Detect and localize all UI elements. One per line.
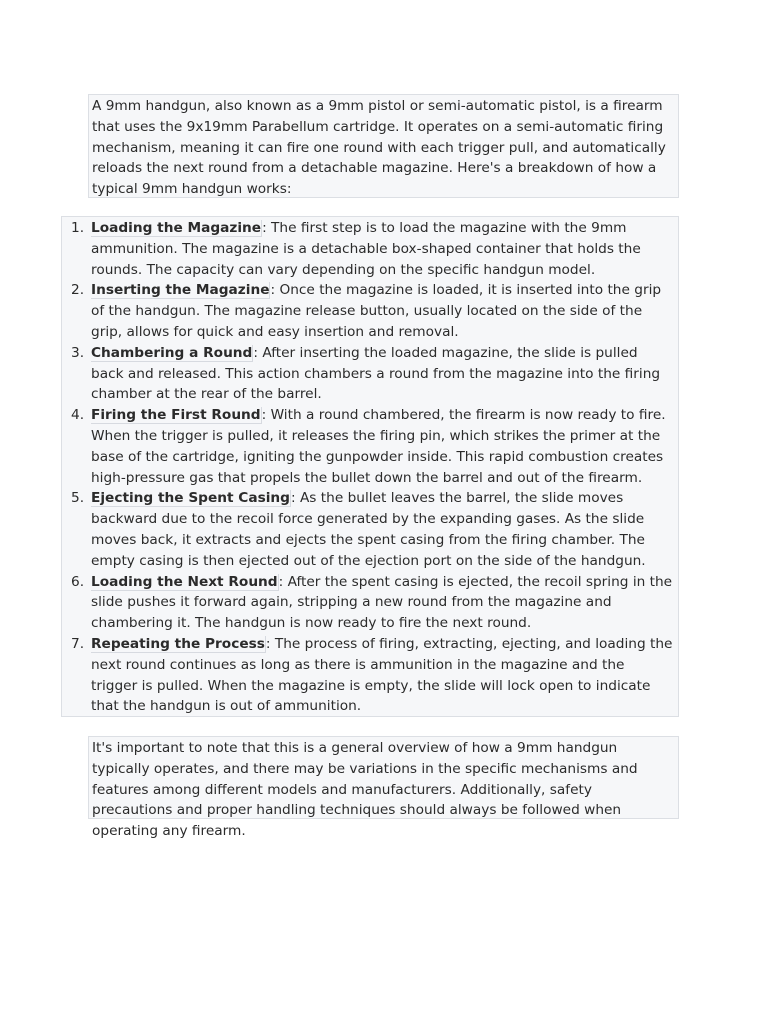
steps-list (62, 218, 674, 717)
list-item-number: 1. (71, 220, 85, 236)
list-item-text: : The process of firing, extracting, ejecting, and loading the next round continues as long as there is ammunition in the magazine and the trigger is pulled. When the magazine is empty, the slide will lock open to indicate that the handgun is out of ammunition. (91, 635, 673, 715)
list-item-text: : With a round chambered, the firearm is now ready to fire. When the trigger is pulled, it releases the firing pin, which strikes the primer at the base of the cartridge, igniting the gunpowder inside. This rapid combustion creates high-pressure gas that propels the bullet down the barrel and out of the firearm. (91, 407, 666, 486)
list-item-term: Firing the First Round (91, 407, 261, 424)
intro-paragraph-block (88, 94, 679, 198)
list-item (62, 218, 674, 280)
list-item (62, 634, 674, 717)
list-item-number: 3. (71, 344, 85, 361)
outro-paragraph-block (88, 736, 679, 840)
steps-list-block (61, 216, 679, 717)
list-item-number: 6. (71, 573, 85, 590)
list-item (62, 343, 674, 405)
list-item-text: : As the bullet leaves the barrel, the slide moves backward due to the recoil force generated by the expanding gases. As the slide moves back, it extracts and ejects the spent casing from the firing chamber. The empty casing is then ejected out of the ejection port on the side of the handgun. (91, 490, 646, 569)
list-item-number: 7. (71, 635, 85, 652)
list-item-text: : The first step is to load the magazine with the 9mm ammunition. The magazine is a detachable box-shaped container that holds the rounds. The capacity can vary depending on the specific handgun model. (91, 220, 641, 278)
list-item-term: Loading the Next Round (91, 573, 278, 590)
list-item-term: Chambering a Round (91, 344, 253, 361)
list-item-term: Inserting the Magazine (91, 282, 270, 299)
list-item-text: : Once the magazine is loaded, it is inserted into the grip of the handgun. The magazine release button, usually located on the side of the grip, allows for quick and easy insertion and removal. (91, 282, 662, 340)
intro-paragraph: A 9mm handgun, also known as a 9mm pistol or semi-automatic pistol, is a firearm that uses the 9x19mm Parabellum cartridge. It operates on a semi-automatic firing mechanism, meaning it can fire one round with each trigger pull, and automatically reloads the next round from a detachable magazine. Here's a breakdown of how a typical 9mm handgun works: (92, 98, 666, 198)
list-item-text: : After the spent casing is ejected, the recoil spring in the slide pushes it forward again, stripping a new round from the magazine and chambering it. The handgun is now ready to fire the next round. (91, 573, 673, 632)
outro-paragraph: It's important to note that this is a general overview of how a 9mm handgun typically operates, and there may be variations in the specific mechanisms and features among different models and manufacturers. Additionally, safety precautions and proper handling techniques should always be followed when operating any firearm. (92, 740, 638, 840)
list-item (62, 280, 674, 342)
list-item (62, 572, 674, 634)
list-item-number: 2. (71, 282, 85, 299)
list-item-number: 4. (71, 407, 85, 424)
list-item-number: 5. (71, 490, 85, 507)
list-item (62, 488, 674, 571)
list-item-term: Repeating the Process (91, 635, 265, 652)
list-item-term: Ejecting the Spent Casing (91, 490, 290, 507)
list-item (62, 405, 674, 488)
list-item-text: : After inserting the loaded magazine, the slide is pulled back and released. This action chambers a round from the magazine into the firing chamber at the rear of the barrel. (91, 344, 661, 403)
list-item-term: Loading the Magazine (91, 220, 262, 236)
